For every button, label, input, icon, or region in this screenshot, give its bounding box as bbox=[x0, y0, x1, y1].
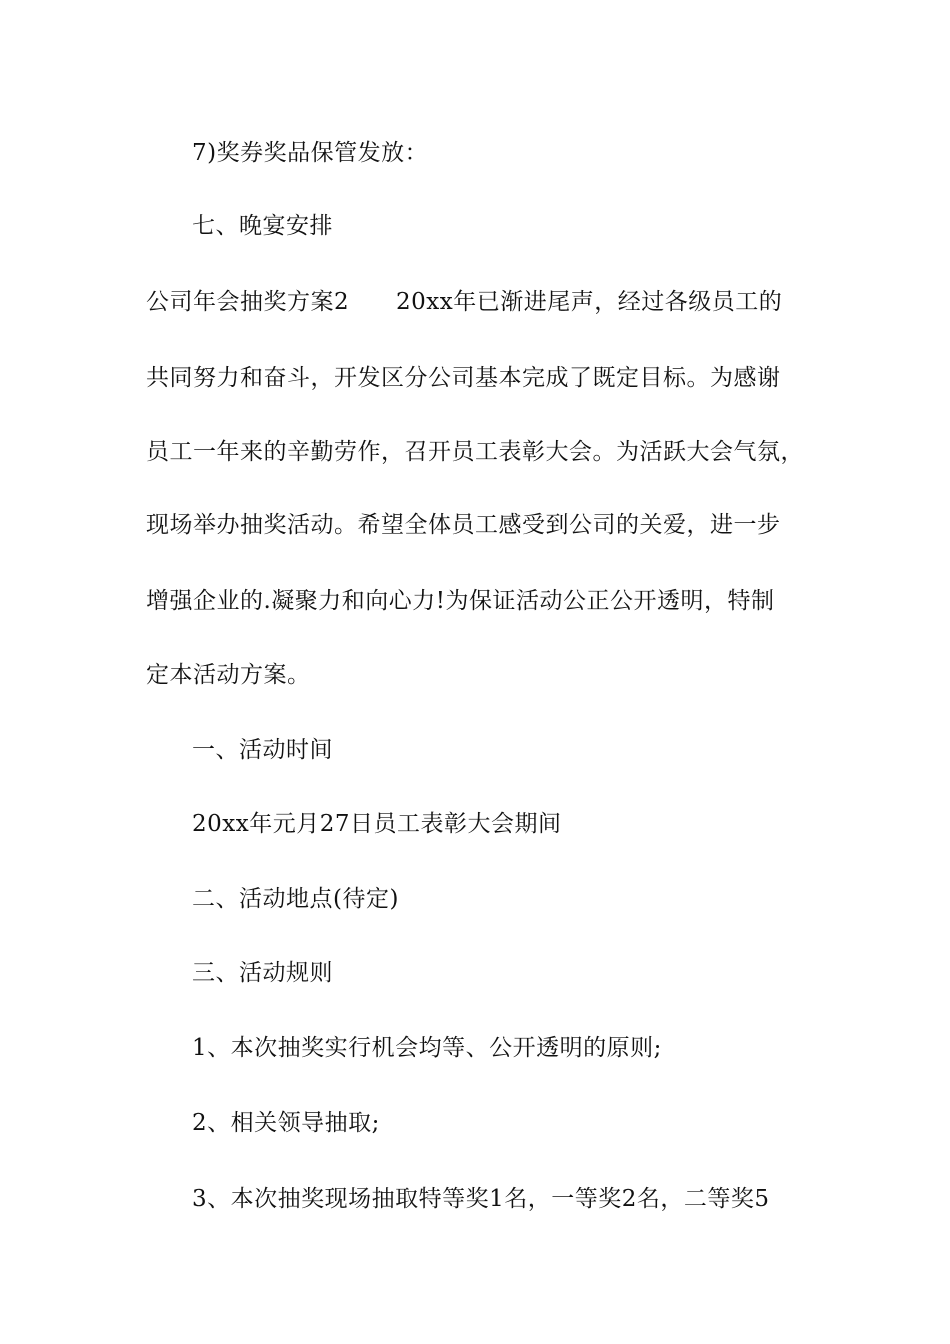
text-line: 公司年会抽奖方案2 20xx年已渐进尾声，经过各级员工的 bbox=[146, 289, 783, 315]
list-item: 3、本次抽奖现场抽取特等奖1名，一等奖2名，二等奖5 bbox=[192, 1186, 770, 1212]
text-line: 定本活动方案。 bbox=[146, 662, 311, 688]
text-line: 共同努力和奋斗，开发区分公司基本完成了既定目标。为感谢 bbox=[146, 365, 781, 391]
text-line: 员工一年来的辛勤劳作，召开员工表彰大会。为活跃大会气氛， bbox=[146, 439, 804, 465]
text-line: 20xx年元月27日员工表彰大会期间 bbox=[192, 811, 562, 837]
list-item: 1、本次抽奖实行机会均等、公开透明的原则; bbox=[192, 1035, 662, 1061]
list-item: 2、相关领导抽取; bbox=[192, 1110, 380, 1136]
section-heading: 三、活动规则 bbox=[192, 960, 333, 986]
section-heading: 七、晚宴安排 bbox=[192, 213, 333, 239]
text-line: 7)奖券奖品保管发放： bbox=[192, 140, 429, 166]
section-heading: 二、活动地点(待定) bbox=[192, 886, 399, 912]
section-heading: 一、活动时间 bbox=[192, 737, 333, 763]
text-line: 现场举办抽奖活动。希望全体员工感受到公司的关爱，进一步 bbox=[146, 512, 781, 538]
text-line: 增强企业的.凝聚力和向心力!为保证活动公正公开透明，特制 bbox=[146, 588, 775, 614]
